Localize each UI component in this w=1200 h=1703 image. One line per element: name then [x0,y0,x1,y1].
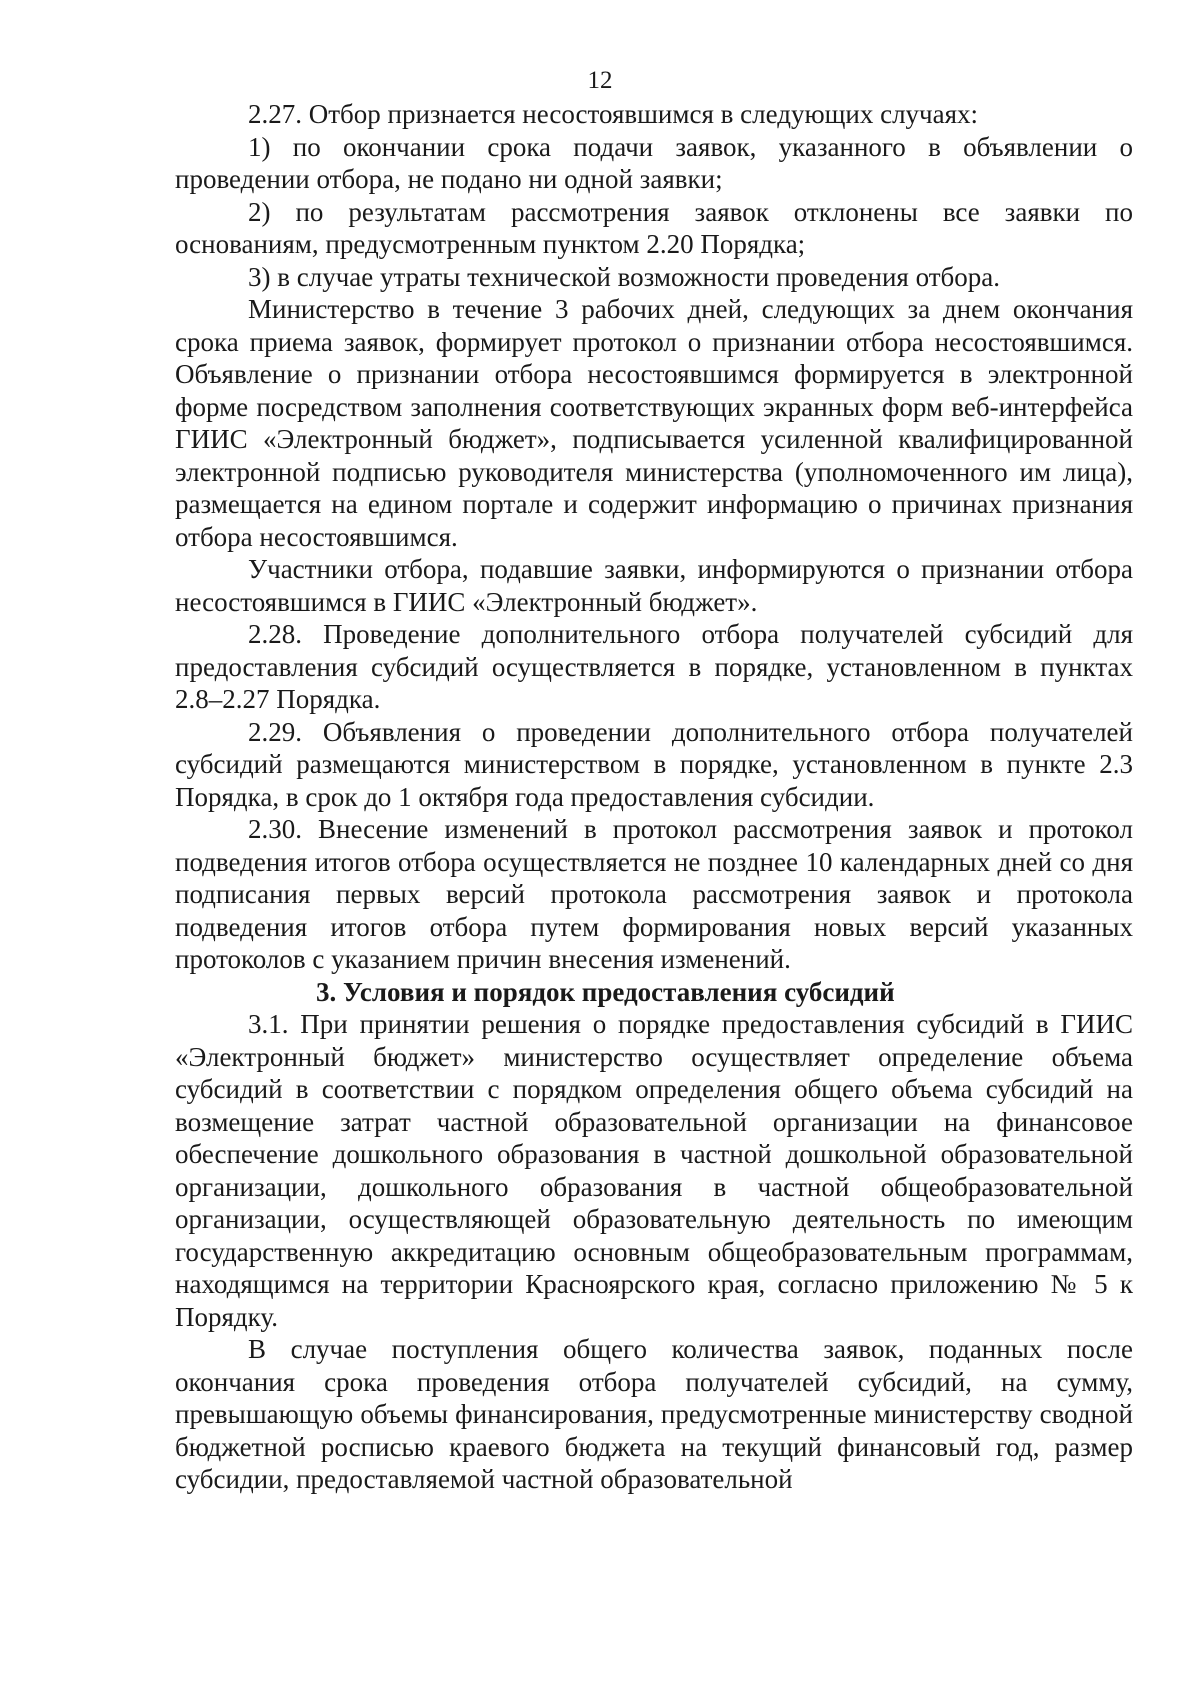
paragraph-case-1: 1) по окончании срока подачи заявок, указанного в объявлении о проведении отбора, не подано ни одной заявки; [175,131,1133,194]
paragraph-ministry-protocol: Министерство в течение 3 рабочих дней, следующих за днем окончания срока приема заявок, формирует протокол о признании отбора несостоявшимся. Объявление о признании отбора несостоявшимся формируется в электронной форме посредством заполнения соответствующих экранных форм веб-интерфейса ГИИС «Электронный бюджет», подписывается усиленной квалифицированной электронной подписью руководителя министерства (уполномоченного им лица), размещается на едином портале и содержит информацию о причинах признания отбора несостоявшимся. [175,294,1133,552]
paragraph-2-27: 2.27. Отбор признается несостоявшимся в следующих случаях: [248,99,979,129]
paragraph-case-2: 2) по результатам рассмотрения заявок отклонены все заявки по основаниям, предусмотренным пунктом 2.20 Порядка; [175,196,1133,259]
paragraph-case-3: 3) в случае утраты технической возможности проведения отбора. [248,261,1000,292]
section-heading: 3. Условия и порядок предоставления субсидий [316,976,895,1007]
paragraph-participants-informed: Участники отбора, подавшие заявки, информируются о признании отбора несостоявшимся в ГИИС «Электронный бюджет». [175,554,1133,617]
paragraph-excess-applications: В случае поступления общего количества заявок, поданных после окончания срока проведения отбора получателей субсидий, на сумму, превышающую объемы финансирования, предусмотренные министерству сводной бюджетной росписью краевого бюджета на текущий финансовый год, размер субсидии, предоставляемой частной образовательной [175,1334,1133,1494]
paragraph-3-1: 3.1. При принятии решения о порядке предоставления субсидий в ГИИС «Электронный бюджет» министерство осуществляет определение объема субсидий в соответствии с порядком определения общего объема субсидий на возмещение затрат частной образовательной организации на финансовое обеспечение дошкольного образования в частной дошкольной образовательной организации, дошкольного образования в частной общеобразовательной организации, осуществляющей образовательную деятельность по имеющим государственную аккредитацию основным общеобразовательным программам, находящимся на территории Красноярского края, согласно приложению № 5 к Порядку. [175,1009,1133,1332]
paragraph-2-29: 2.29. Объявления о проведении дополнительного отбора получателей субсидий размещаются министерством в порядке, установленном в пункте 2.3 Порядка, в срок до 1 октября года предоставления субсидии. [175,716,1133,812]
paragraph-2-28: 2.28. Проведение дополнительного отбора получателей субсидий для предоставления субсидий осуществляется в порядке, установленном в пунктах 2.8–2.27 Порядка. [175,619,1133,714]
document-body [175,98,1133,1496]
paragraph-2-30: 2.30. Внесение изменений в протокол рассмотрения заявок и протокол подведения итогов отбора осуществляется не позднее 10 календарных дней со дня подписания первых версий протокола рассмотрения заявок и протокола подведения итогов отбора путем формирования новых версий указанных протоколов с указанием причин внесения изменений. [175,814,1133,974]
page-number: 12 [587,67,613,94]
